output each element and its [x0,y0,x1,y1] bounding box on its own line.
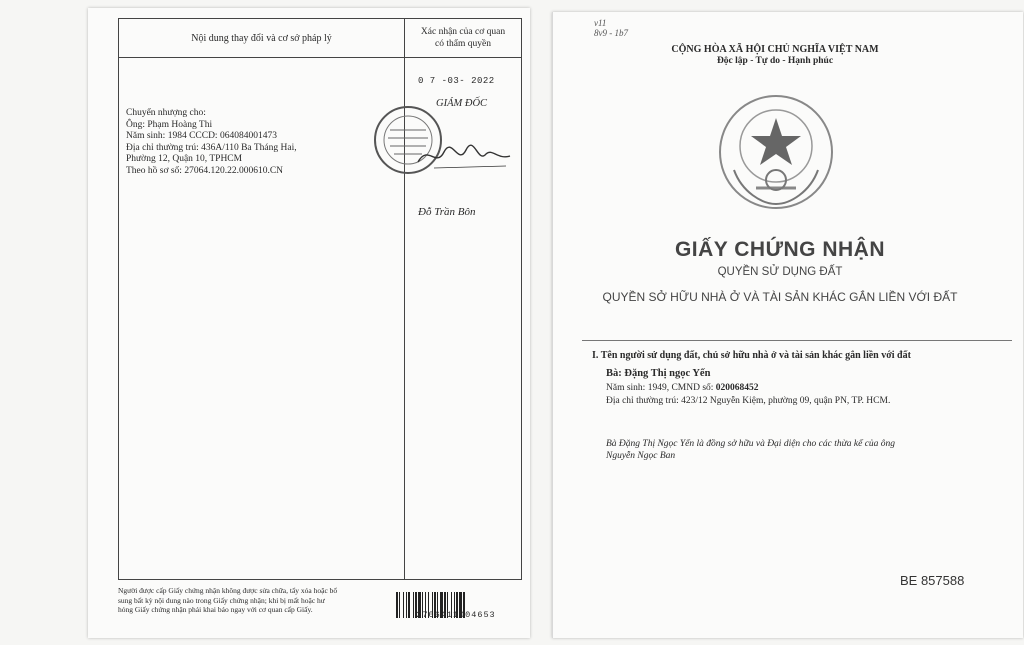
section-title: I. Tên người sử dụng đất, chủ sở hữu nhà ở và tài sản khác gắn liền với đất [592,350,911,361]
table-header-divider [119,57,521,58]
entry-line: Chuyển nhượng cho: [126,108,206,118]
barcode-number: 2706411004653 [416,610,496,620]
entry-line: Ông: Phạm Hoàng Thi [126,119,213,130]
signer-name: Đỗ Trần Bôn [418,206,476,218]
corner-line: 8v9 - 1b7 [594,28,628,38]
national-motto: Độc lập - Tự do - Hạnh phúc [716,56,834,66]
handwritten-note [594,18,628,38]
entry-line: Năm sinh: 1984 CCCD: 064084001473 [126,131,277,141]
certificate-subtitle-land: QUYỀN SỬ DỤNG ĐẤT [717,266,843,278]
inheritance-note [606,438,956,462]
certificate-subtitle-property: QUYỀN SỞ HỮU NHÀ Ở VÀ TÀI SẢN KHÁC GẮN LIỀN VỚI ĐẤT [602,290,958,304]
owner-birth-id [606,383,759,393]
national-emblem-icon [712,92,840,212]
transfer-entry [126,108,396,177]
signature-icon [414,138,514,174]
entry-line: Phường 12, Quận 10, TPHCM [126,154,243,164]
table-column-divider [404,19,405,579]
signer-title: GIÁM ĐỐC [436,98,488,109]
section-divider [582,340,1012,341]
birth-label: Năm sinh: 1949, CMND số: [606,383,716,393]
note-line: Nguyễn Ngọc Ban [606,451,676,461]
table-header-changes: Nội dung thay đổi và cơ sở pháp lý [191,32,332,44]
owner-address: Địa chỉ thường trú: 423/12 Nguyễn Kiệm, phường 09, quận PN, TP. HCM. [606,396,891,406]
certificate-serial: BE 857588 [900,573,965,588]
confirmation-header-line2: có thẩm quyền [435,39,491,49]
notice-line: hỏng Giấy chứng nhận phải khai báo ngay với cơ quan cấp Giấy. [118,605,313,614]
usage-notice [118,586,388,615]
table-header-confirmation [405,19,521,57]
notice-line: Người được cấp Giấy chứng nhận không được sửa chữa, tẩy xóa hoặc bổ [118,586,338,595]
note-line: Bà Đặng Thị Ngọc Yến là đồng sở hữu và Đại diện cho các thừa kế của ông [606,439,896,449]
owner-name: Bà: Đặng Thị ngọc Yến [606,368,711,379]
notice-line: sung bất kỳ nội dung nào trong Giấy chứng nhận; khi bị mất hoặc hư [118,595,325,605]
confirmation-header-line1: Xác nhận của cơ quan [420,27,506,37]
corner-line: v11 [594,18,607,28]
republic-heading: CỘNG HÒA XÃ HỘI CHỦ NGHĨA VIỆT NAM [671,44,879,55]
certificate-title: GIẤY CHỨNG NHẬN [674,238,886,261]
entry-line: Địa chỉ thường trú: 436A/110 Ba Tháng Hai, [126,142,297,153]
id-number: 020068452 [715,383,759,393]
entry-line: Theo hồ sơ số: 27064.120.22.000610.CN [126,165,284,176]
confirmation-date: 0 7 -03- 2022 [418,76,495,86]
